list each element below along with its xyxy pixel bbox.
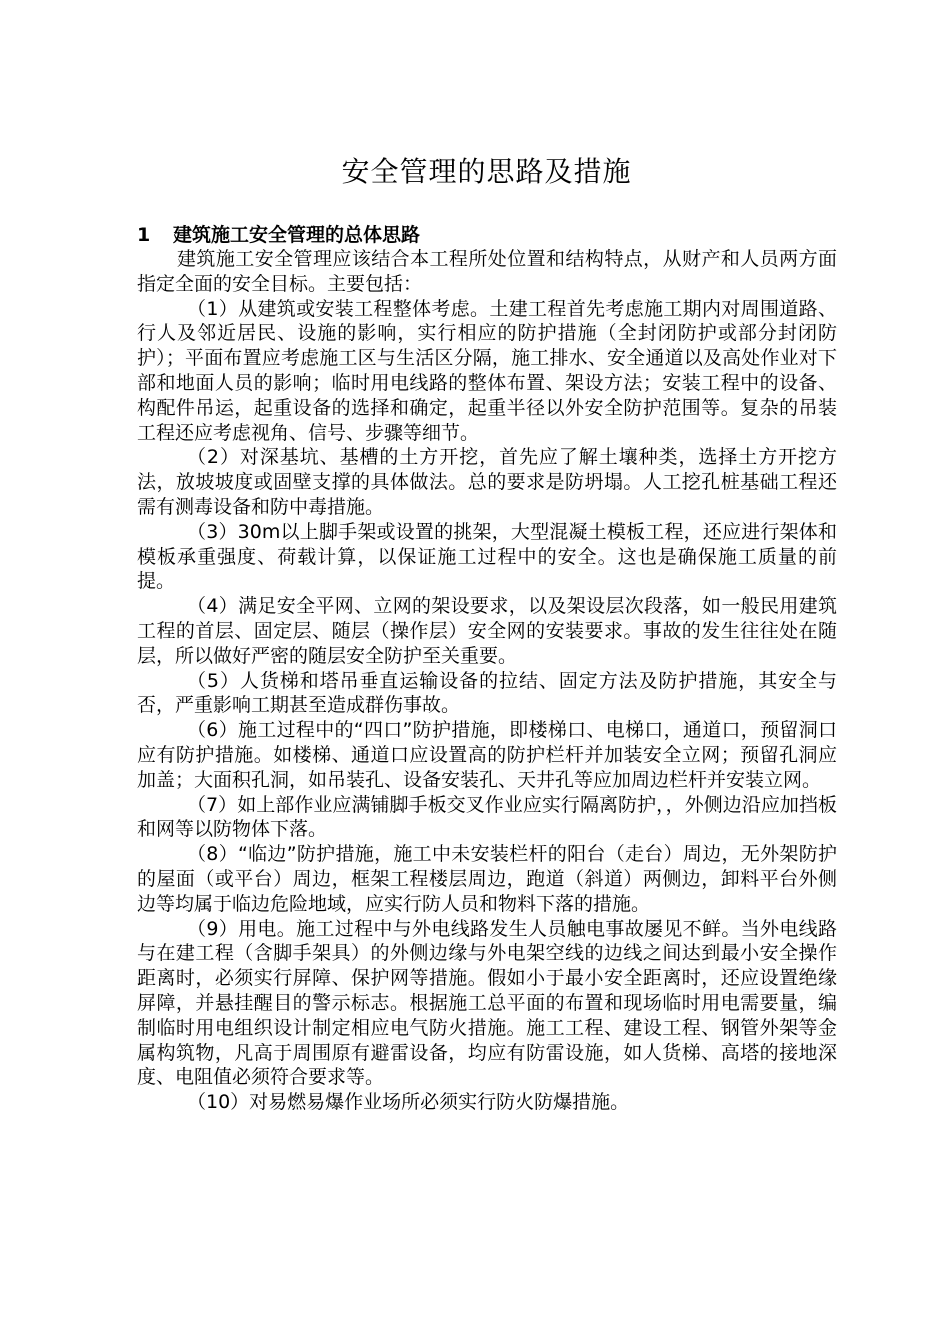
measure-item-3: （3）30m以上脚手架或设置的挑架，大型混凝土模板工程，还应进行架体和模板承重强度、荷载计算，以保证施工过程中的安全。这也是确保施工质量的前提。 [137,520,837,593]
measure-item-5: （5）人货梯和塔吊垂直运输设备的拉结、固定方法及防护措施，其安全与否，严重影响工期甚至造成群伤事故。 [137,669,837,717]
document-title: 安全管理的思路及措施 [341,155,632,188]
measure-item-10: （10）对易燃易爆作业场所必须实行防火防爆措施。 [187,1091,630,1114]
measure-item-9: （9）用电。施工过程中与外电线路发生人员触电事故屡见不鲜。当外电线路与在建工程（含脚手架具）的外侧边缘与外电架空线的边线之间达到最小安全操作距离时，必须实行屏障、保护网等措施。假如小于最小安全距离时，还应设置绝缘屏障，并悬挂醒目的警示标志。根据施工总平面的布置和现场临时用电需要量，编制临时用电组织设计制定相应电气防火措施。施工工程、建设工程、钢管外架等金属构筑物，凡高于周围原有避雷设备，均应有防雷设施，如人货梯、高塔的接地深度、电阻值必须符合要求等。 [137,917,837,1089]
measure-item-1: （1）从建筑或安装工程整体考虑。土建工程首先考虑施工期内对周围道路、行人及邻近居民、设施的影响，实行相应的防护措施（全封闭防护或部分封闭防护）；平面布置应考虑施工区与生活区分隔，施工排水、安全通道以及高处作业对下部和地面人员的影响；临时用电线路的整体布置、架设方法；安装工程中的设备、构配件吊运，起重设备的选择和确定，起重半径以外安全防护范围等。复杂的吊装工程还应考虑视角、信号、步骤等细节。 [137,297,837,444]
intro-paragraph: 建筑施工安全管理应该结合本工程所处位置和结构特点，从财产和人员两方面指定全面的安全目标。主要包括： [137,248,837,295]
measure-item-6: （6）施工过程中的“四口”防护措施，即楼梯口、电梯口，通道口，预留洞口应有防护措施。如楼梯、通道口应设置高的防护栏杆并加装安全立网；预留孔洞应加盖；大面积孔洞，如吊装孔、设备安装孔、天井孔等应加周边栏杆并安装立网。 [137,719,837,791]
document-body [137,247,837,1115]
measure-item-8: （8）“临边”防护措施，施工中未安装栏杆的阳台（走台）周边，无外架防护的屋面（或平台）周边，框架工程楼层周边，跑道（斜道）两侧边，卸料平台外侧边等均属于临边危险地域，应实行防人员和物料下落的措施。 [137,843,837,915]
measure-item-7: （7）如上部作业应满铺脚手板交叉作业应实行隔离防护，，外侧边沿应加挡板和网等以防物体下落。 [137,793,837,841]
measure-item-2: （2）对深基坑、基槽的土方开挖，首先应了解土壤种类，选择土方开挖方法，放坡坡度或固壁支撑的具体做法。总的要求是防坍塌。人工挖孔桩基础工程还需有测毒设备和防中毒措施。 [137,446,837,518]
section-heading-text: 建筑施工安全管理的总体思路 [173,224,421,246]
section-number: 1 [137,224,151,246]
measure-item-4: （4）满足安全平网、立网的架设要求，以及架设层次段落，如一般民用建筑工程的首层、固定层、随层（操作层）安全网的安装要求。事故的发生往往处在随层，所以做好严密的随层安全防护至关重要。 [137,595,837,667]
section-heading [137,222,420,248]
